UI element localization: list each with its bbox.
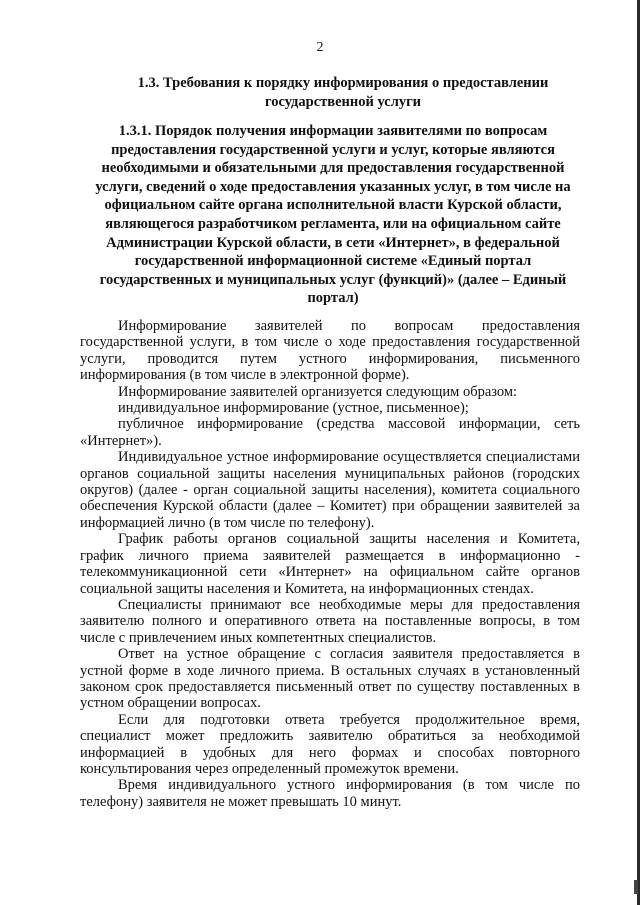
paragraph: Индивидуальное устное информирование осуществляется специалистами органов социальной защиты населения муниципальных районов (городских округов) (далее - орган социальной защиты населения), комитета социального обеспечения Курской области (далее – Комитет) при обращении заявителей за информацией лично (в том числе по телефону). — [80, 449, 580, 531]
paragraph: Информирование заявителей по вопросам предоставления государственной услуги, в том числе о ходе предоставления государственной услуги, проводится путем устного информирования, письменного информирования (в том числе в электронной форме). — [80, 318, 580, 384]
paragraph: Если для подготовки ответа требуется продолжительное время, специалист может предложить заявителю обратиться за необходимой информацией в удобных для него формах и способах повторного консультирования через определенный промежуток времени. — [80, 711, 580, 777]
paragraph: индивидуальное информирование (устное, письменное); — [118, 400, 469, 417]
scan-edge-mark — [634, 880, 638, 894]
paragraph: Информирование заявителей организуется следующим образом: — [118, 383, 518, 400]
paragraph: публичное информирование (средства массовой информации, сеть «Интернет»). — [80, 416, 580, 449]
section-title: 1.3. Требования к порядку информирования о предоставлении государственной услуги — [137, 75, 549, 110]
subsection-title: 1.3.1. Порядок получения информации заявителями по вопросам предоставления государственной услуги и услуг, которые являются необходимыми и обязательными для предоставления государственной услуги, сведений о ходе предоставления указанных услуг, в том числе на официальном сайте органа исполнительной власти Курской области, являющегося разработчиком регламента, или на официальном сайте Администрации Курской области, в сети «Интернет», в федеральной государственной информационной системе «Единый портал государственных и муниципальных услуг (функций)» (далее – Единый портал) — [95, 123, 571, 307]
paragraph: Ответ на устное обращение с согласия заявителя предоставляется в устной форме в ходе личного приема. В остальных случаях в установленный законом срок предоставляется письменный ответ по существу поставленных в устном обращении вопросах. — [80, 646, 580, 712]
body-text — [80, 318, 580, 810]
paragraph: Время индивидуального устного информирования (в том числе по телефону) заявителя не может превышать 10 минут. — [80, 777, 580, 810]
paragraph: График работы органов социальной защиты населения и Комитета, график личного приема заявителей размещается в информационно - телекоммуникационной сети «Интернет» на официальном сайте органов социальной защиты населения и Комитета, на информационных стендах. — [80, 531, 580, 597]
page-number: 2 — [316, 40, 324, 55]
paragraph: Специалисты принимают все необходимые меры для предоставления заявителю полного и оперативного ответа на поставленные вопросы, в том числе с привлечением иных компетентных специалистов. — [80, 596, 580, 646]
